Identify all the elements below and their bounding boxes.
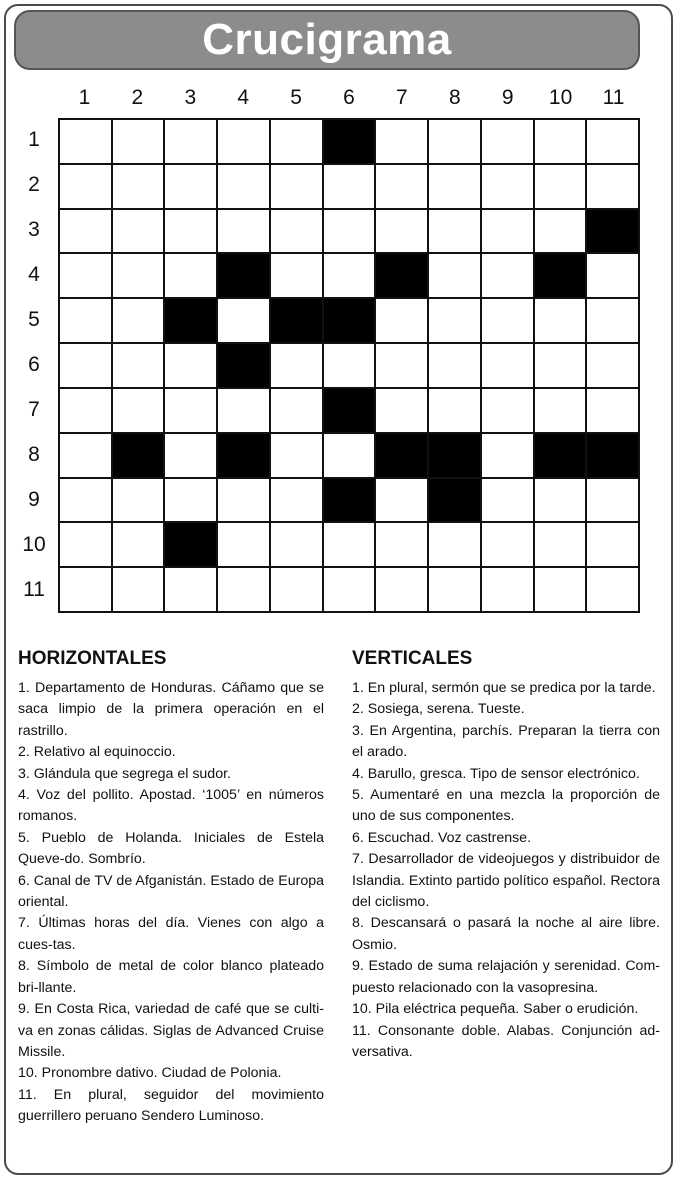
column-number: 6: [343, 86, 355, 109]
grid-cell[interactable]: [534, 522, 587, 567]
grid-cell[interactable]: [164, 164, 217, 209]
grid-cell[interactable]: [481, 253, 534, 298]
clue-item: 9. Estado de suma relajación y serenidad. Com-puesto relacionado con la vasopresina.: [352, 958, 660, 996]
grid-cell[interactable]: [428, 209, 481, 254]
row-number: 7: [28, 398, 40, 421]
grid-cell[interactable]: [428, 253, 481, 298]
grid-cell[interactable]: [586, 388, 639, 433]
row-number: 4: [28, 263, 40, 286]
row-number: 5: [28, 308, 40, 331]
grid-cell[interactable]: [164, 253, 217, 298]
grid-cell[interactable]: [59, 343, 112, 388]
black-cell: [428, 478, 481, 523]
grid-cell[interactable]: [534, 567, 587, 612]
clues-vertical: [352, 648, 660, 1063]
clue-item: 2. Sosiega, serena. Tueste.: [352, 701, 525, 718]
grid-cell[interactable]: [481, 343, 534, 388]
column-number: 1: [78, 86, 91, 109]
clue-item: 8. Descansará o pasará la noche al aire libre. Osmio.: [352, 915, 660, 953]
grid-cell[interactable]: [112, 164, 165, 209]
row-number: 11: [23, 578, 45, 601]
grid-cell[interactable]: [217, 388, 270, 433]
clue-item: 7. Últimas horas del día. Vienes con algo a cues-tas.: [18, 915, 324, 953]
grid-cell[interactable]: [586, 253, 639, 298]
grid-cell[interactable]: [375, 478, 428, 523]
grid-cell[interactable]: [112, 209, 165, 254]
grid-cell[interactable]: [59, 253, 112, 298]
grid-cell[interactable]: [586, 298, 639, 343]
grid-cell[interactable]: [59, 164, 112, 209]
grid-cell[interactable]: [323, 522, 376, 567]
grid-cell[interactable]: [481, 522, 534, 567]
clues-horizontal: [18, 648, 324, 1128]
grid-cell[interactable]: [270, 119, 323, 164]
grid-cell[interactable]: [375, 119, 428, 164]
grid-cell[interactable]: [586, 164, 639, 209]
clue-item: 10. Pila eléctrica pequeña. Saber o erudición.: [352, 1001, 639, 1018]
grid-cell[interactable]: [428, 343, 481, 388]
black-cell: [428, 433, 481, 478]
page-title: Crucigrama: [202, 15, 452, 64]
clue-item: 6. Escuchad. Voz castrense.: [352, 829, 532, 846]
grid-cell[interactable]: [323, 164, 376, 209]
grid-cell[interactable]: [586, 119, 639, 164]
grid-cell[interactable]: [270, 522, 323, 567]
grid-cell[interactable]: [323, 567, 376, 612]
grid-cell[interactable]: [217, 567, 270, 612]
column-number: 2: [131, 86, 144, 109]
clue-item: 5. Pueblo de Holanda. Iniciales de Estela Queve-do. Sombrío.: [18, 829, 324, 868]
grid-cell[interactable]: [59, 298, 112, 343]
grid-cell[interactable]: [481, 433, 534, 478]
row-number: 1: [28, 128, 40, 151]
grid-cell[interactable]: [586, 343, 639, 388]
grid-cell[interactable]: [375, 388, 428, 433]
grid-cell[interactable]: [534, 343, 587, 388]
grid-cell[interactable]: [481, 209, 534, 254]
black-cell: [217, 343, 270, 388]
row-number: 3: [28, 218, 40, 241]
grid-cell[interactable]: [428, 567, 481, 612]
grid-cell[interactable]: [164, 209, 217, 254]
grid-cell[interactable]: [112, 478, 165, 523]
black-cell: [586, 209, 639, 254]
row-number: 6: [28, 353, 40, 376]
clue-item: 8. Símbolo de metal de color blanco plateado bri-llante.: [18, 958, 324, 996]
grid-cell[interactable]: [217, 298, 270, 343]
grid-cell[interactable]: [375, 209, 428, 254]
grid-cell[interactable]: [112, 298, 165, 343]
grid-cell[interactable]: [270, 253, 323, 298]
grid-cell[interactable]: [112, 253, 165, 298]
black-cell: [534, 253, 587, 298]
grid-cell[interactable]: [481, 567, 534, 612]
grid-cell[interactable]: [534, 119, 587, 164]
clue-item: 11. En plural, seguidor del movimiento guerrillero peruano Sendero Luminoso.: [18, 1086, 324, 1125]
clue-item: 6. Canal de TV de Afganistán. Estado de Europa oriental.: [18, 872, 324, 911]
row-number: 8: [28, 443, 40, 466]
clue-item: 7. Desarrollador de videojuegos y distribuidor de Islandia. Extinto partido político español. Rectora del ciclismo.: [352, 851, 660, 911]
grid-cell[interactable]: [375, 522, 428, 567]
grid-cell[interactable]: [534, 388, 587, 433]
black-cell: [112, 433, 165, 478]
clues-vertical-list: [352, 678, 660, 1063]
black-cell: [586, 433, 639, 478]
black-cell: [323, 388, 376, 433]
column-number: 7: [396, 86, 408, 109]
clue-item: 4. Barullo, gresca. Tipo de sensor electrónico.: [352, 765, 640, 782]
grid-cell[interactable]: [112, 343, 165, 388]
grid-cell[interactable]: [481, 298, 534, 343]
grid-cell[interactable]: [59, 522, 112, 567]
black-cell: [217, 253, 270, 298]
clue-item: 5. Aumentaré en una mezcla la proporción de uno de sus componentes.: [352, 787, 660, 825]
grid-cell[interactable]: [270, 433, 323, 478]
grid-cell[interactable]: [270, 343, 323, 388]
column-number: 9: [501, 86, 514, 109]
grid-cell[interactable]: [164, 433, 217, 478]
column-number: 8: [448, 86, 461, 109]
black-cell: [375, 433, 428, 478]
grid-cell[interactable]: [586, 478, 639, 523]
grid-cell[interactable]: [428, 522, 481, 567]
grid-cell[interactable]: [375, 164, 428, 209]
clues-horizontal-heading: HORIZONTALES: [18, 648, 167, 669]
grid-cell[interactable]: [217, 478, 270, 523]
grid-cell[interactable]: [586, 567, 639, 612]
grid-cell[interactable]: [534, 164, 587, 209]
row-number: 9: [28, 488, 40, 511]
grid-cell[interactable]: [270, 567, 323, 612]
grid-cell[interactable]: [375, 298, 428, 343]
grid-cell[interactable]: [217, 119, 270, 164]
grid-cell[interactable]: [270, 209, 323, 254]
row-number: 2: [28, 173, 40, 196]
black-cell: [217, 433, 270, 478]
title-banner: [14, 10, 640, 70]
clue-item: 9. En Costa Rica, variedad de café que se culti-va en zonas cálidas. Siglas de Advanced Cruise Missile.: [18, 1001, 324, 1060]
grid-cell[interactable]: [481, 164, 534, 209]
black-cell: [323, 119, 376, 164]
clues-horizontal-list: [18, 678, 324, 1128]
grid-cell[interactable]: [428, 164, 481, 209]
grid-cell[interactable]: [428, 298, 481, 343]
black-cell: [270, 298, 323, 343]
grid-cell[interactable]: [534, 298, 587, 343]
grid-cell[interactable]: [481, 388, 534, 433]
grid-cell[interactable]: [323, 433, 376, 478]
grid-cell[interactable]: [59, 567, 112, 612]
column-number: 10: [548, 86, 573, 109]
black-cell: [164, 298, 217, 343]
grid-cell[interactable]: [375, 343, 428, 388]
clue-item: 1. Departamento de Honduras. Cáñamo que se saca limpio de la primera operación en el rastrillo.: [18, 680, 324, 739]
grid-cell[interactable]: [112, 522, 165, 567]
clue-item: 3. En Argentina, parchís. Preparan la tierra con el arado.: [352, 722, 660, 761]
clue-item: 4. Voz del pollito. Apostad. ‘1005’ en números romanos.: [18, 787, 324, 825]
grid-cell[interactable]: [534, 209, 587, 254]
column-number: 3: [184, 86, 197, 109]
grid-cell[interactable]: [59, 433, 112, 478]
grid-cell[interactable]: [270, 388, 323, 433]
black-cell: [164, 522, 217, 567]
grid-cell[interactable]: [270, 164, 323, 209]
black-cell: [323, 478, 376, 523]
black-cell: [323, 298, 376, 343]
column-number: 4: [237, 86, 250, 109]
row-number: 10: [22, 533, 46, 556]
column-number: 11: [602, 86, 625, 109]
grid-cell[interactable]: [323, 253, 376, 298]
grid-cell[interactable]: [59, 478, 112, 523]
grid-cell[interactable]: [217, 522, 270, 567]
grid-cell[interactable]: [112, 388, 165, 433]
column-number: 5: [290, 86, 302, 109]
grid-cell[interactable]: [323, 343, 376, 388]
grid-cell[interactable]: [164, 478, 217, 523]
grid-cell[interactable]: [481, 478, 534, 523]
grid-cell[interactable]: [534, 478, 587, 523]
grid-cell[interactable]: [217, 164, 270, 209]
grid-cell[interactable]: [59, 209, 112, 254]
grid-cell[interactable]: [164, 343, 217, 388]
grid-cell[interactable]: [59, 388, 112, 433]
grid-cell[interactable]: [586, 522, 639, 567]
grid-cell[interactable]: [112, 567, 165, 612]
grid-cell[interactable]: [112, 119, 165, 164]
clue-item: 3. Glándula que segrega el sudor.: [18, 765, 231, 782]
grid-cell[interactable]: [270, 478, 323, 523]
black-cell: [534, 433, 587, 478]
grid-cell[interactable]: [164, 388, 217, 433]
grid-cell[interactable]: [428, 388, 481, 433]
grid-cell[interactable]: [481, 119, 534, 164]
grid-cell[interactable]: [59, 119, 112, 164]
grid-cell[interactable]: [164, 119, 217, 164]
clue-item: 1. En plural, sermón que se predica por la tarde.: [352, 680, 656, 696]
grid-cell[interactable]: [375, 567, 428, 612]
clue-item: 11. Consonante doble. Alabas. Conjunción ad-versativa.: [352, 1022, 660, 1060]
clues-vertical-heading: VERTICALES: [352, 648, 473, 669]
crossword-grid: [58, 118, 640, 613]
clue-item: 10. Pronombre dativo. Ciudad de Polonia.: [18, 1065, 282, 1082]
grid-cell[interactable]: [428, 119, 481, 164]
grid-cell[interactable]: [217, 209, 270, 254]
grid-cell[interactable]: [164, 567, 217, 612]
black-cell: [375, 253, 428, 298]
grid-cell[interactable]: [323, 209, 376, 254]
clue-item: 2. Relativo al equinoccio.: [18, 744, 176, 761]
